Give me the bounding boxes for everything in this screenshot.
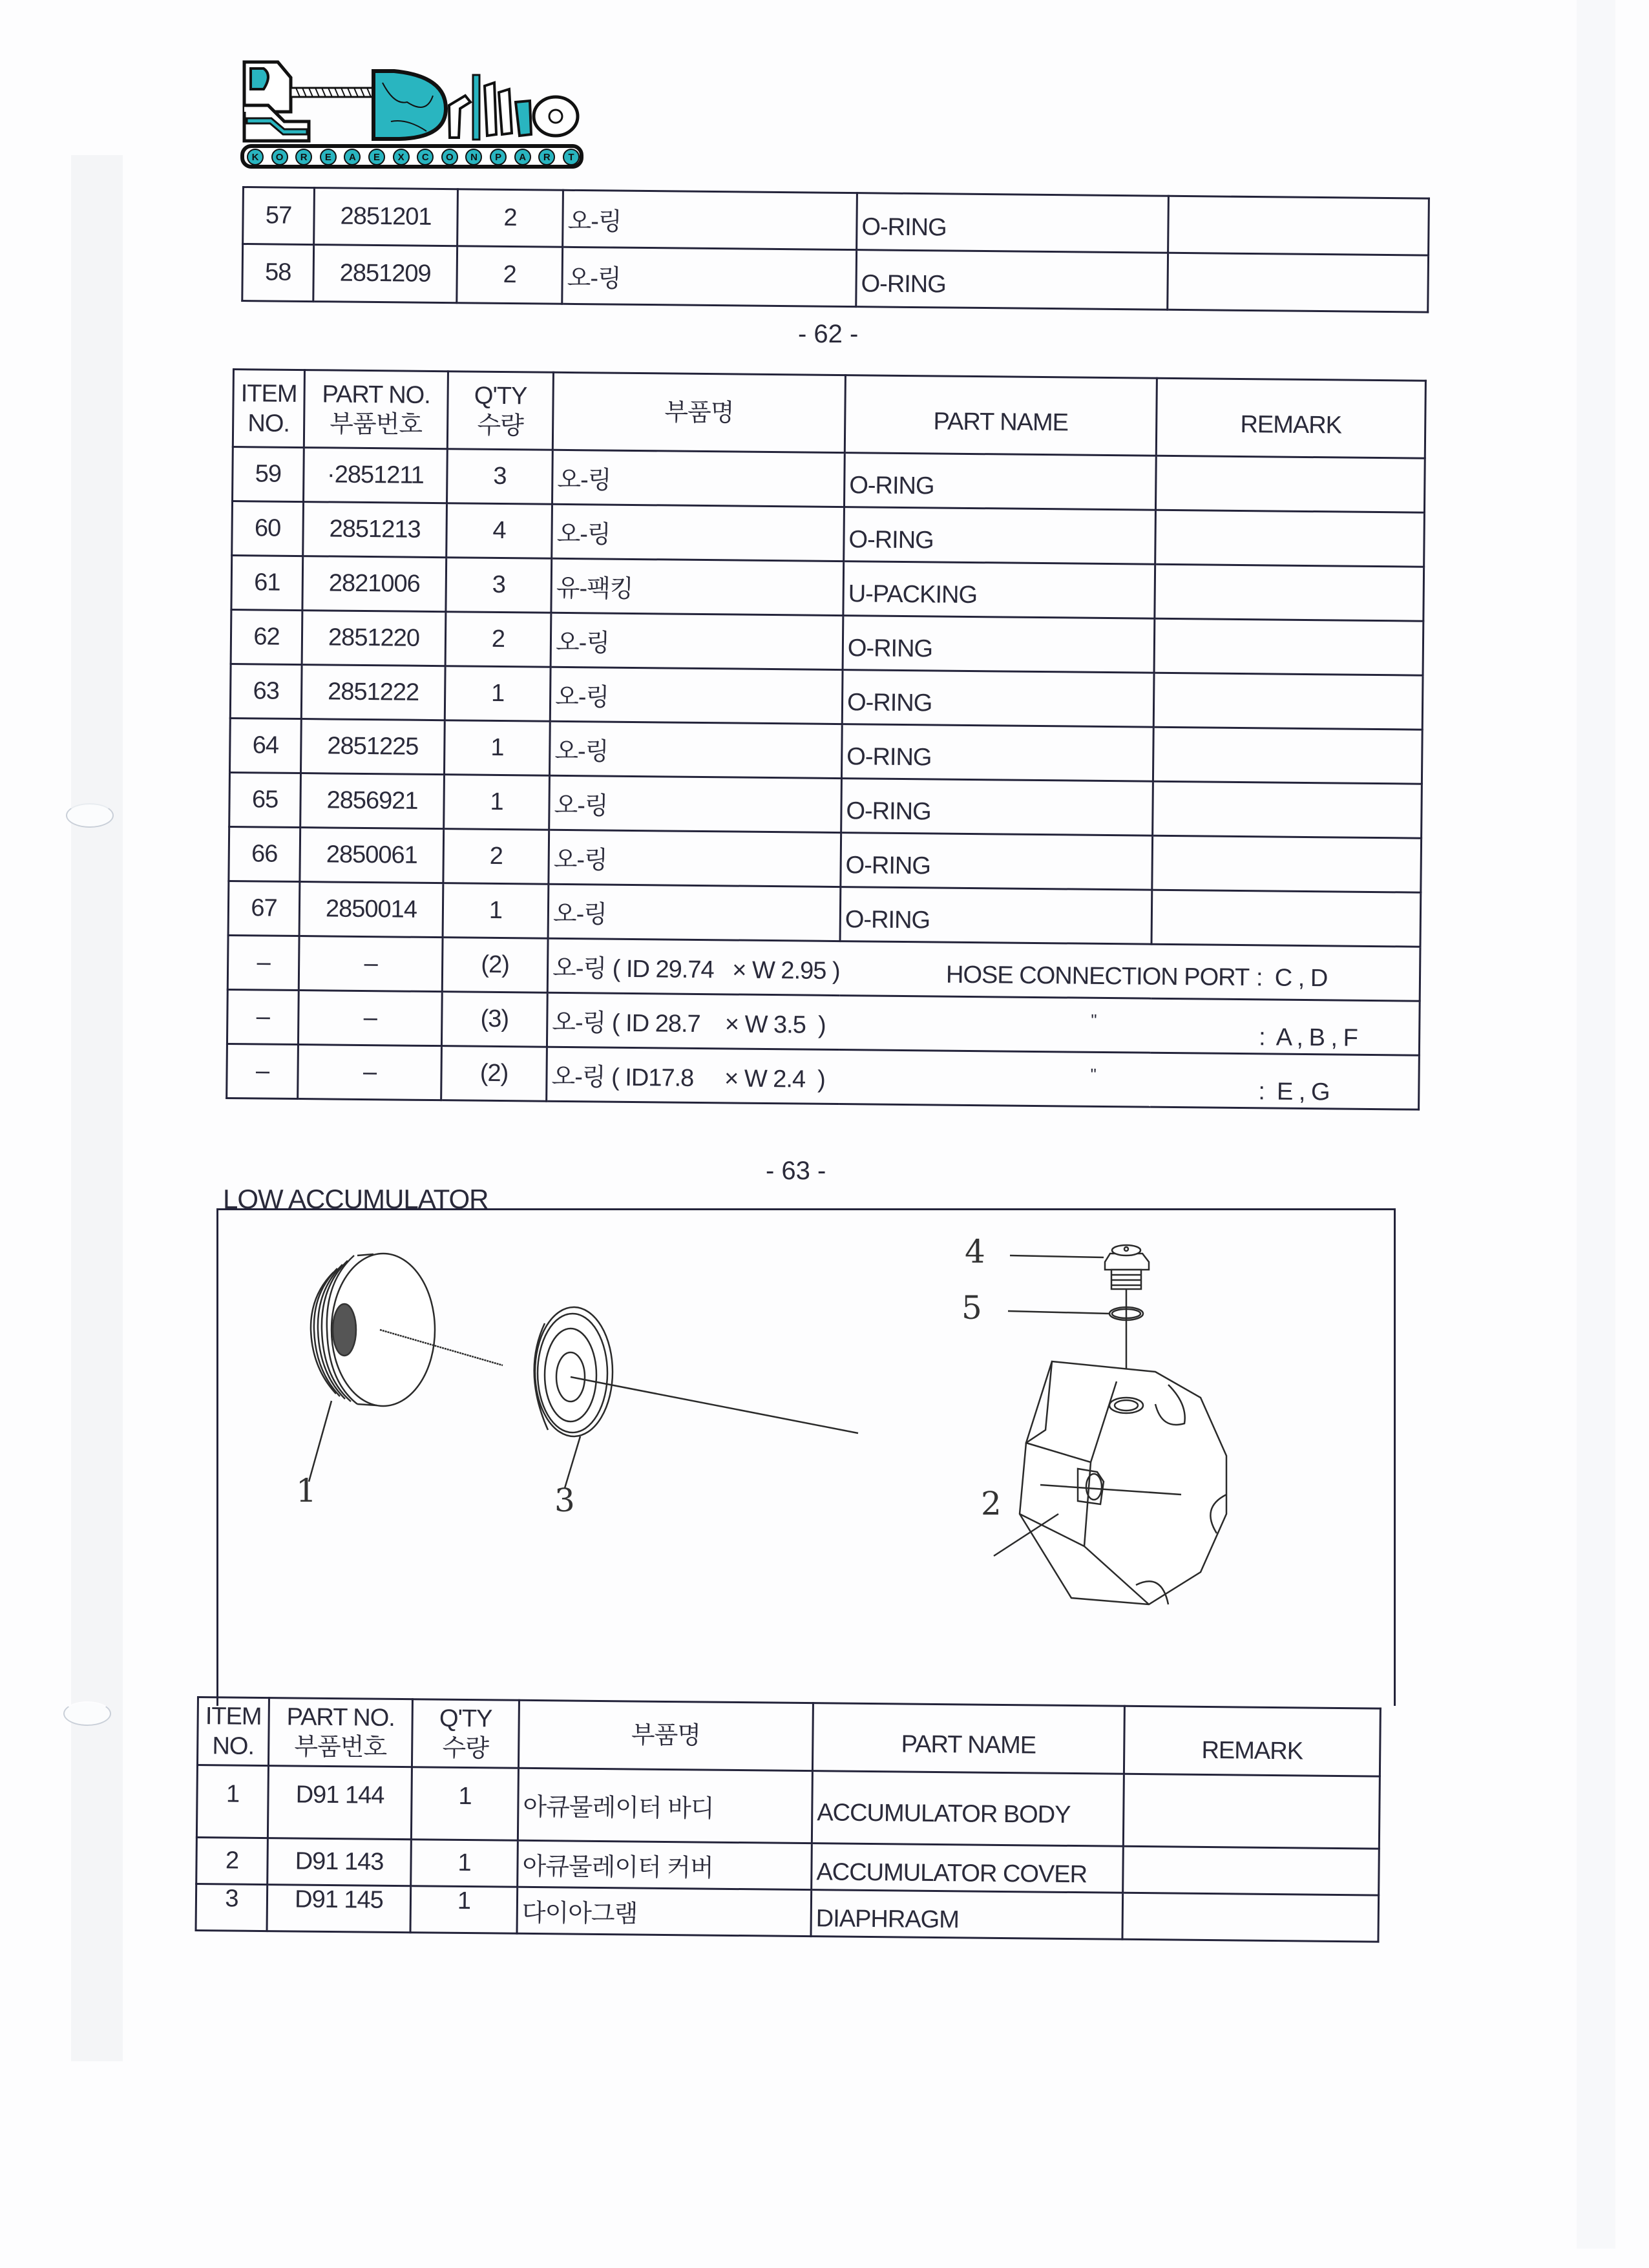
item-no: 62 bbox=[231, 609, 302, 664]
callout-5: 5 bbox=[961, 1289, 982, 1327]
part-name-en: O-RING bbox=[842, 670, 1154, 728]
part-no: D91 145 bbox=[267, 1885, 411, 1933]
col-header-name-kr: 부품명 bbox=[518, 1700, 813, 1770]
port-letters: : A , B , F bbox=[1258, 1024, 1358, 1052]
part-no: D91 143 bbox=[268, 1838, 412, 1886]
callout-1: 1 bbox=[296, 1472, 317, 1509]
tagline-letter: O bbox=[271, 149, 288, 165]
remark bbox=[1153, 781, 1422, 838]
remark bbox=[1152, 835, 1422, 892]
part-no: 2851220 bbox=[302, 611, 446, 666]
oring-spec-note bbox=[547, 938, 1420, 1001]
part-no: 2850014 bbox=[299, 882, 443, 938]
table-header bbox=[233, 370, 1425, 459]
item-no: 59 bbox=[233, 447, 304, 502]
remark bbox=[1123, 1774, 1380, 1849]
item-no: 3 bbox=[196, 1884, 268, 1931]
qty: (2) bbox=[442, 938, 548, 993]
table-row bbox=[242, 244, 1429, 313]
scan-shadow-right bbox=[1577, 0, 1615, 2249]
ditto-mark: " bbox=[1090, 1064, 1096, 1084]
callout-4: 4 bbox=[965, 1233, 985, 1270]
part-name-kr: 오-링 bbox=[562, 247, 857, 306]
col-header-qty bbox=[447, 372, 553, 450]
part-no: 2851209 bbox=[313, 245, 457, 303]
qty: 1 bbox=[443, 883, 549, 939]
header-line: 수량 bbox=[442, 1734, 489, 1763]
part-name-en: O-RING bbox=[856, 250, 1168, 310]
part-name-kr: 오-링 bbox=[548, 884, 841, 941]
tagline-letter: T bbox=[563, 149, 580, 165]
col-header-part-name: PART NAME bbox=[845, 375, 1157, 456]
company-logo bbox=[233, 57, 591, 170]
part-name-en: O-RING bbox=[841, 779, 1153, 836]
qty: (2) bbox=[441, 1046, 547, 1102]
tagline-letter: N bbox=[465, 149, 482, 165]
oring-note-row bbox=[227, 1044, 1420, 1109]
tagline-letter: R bbox=[538, 149, 555, 165]
section-title: LOW ACCUMULATOR bbox=[223, 1184, 488, 1214]
port-letters: : E , G bbox=[1258, 1078, 1330, 1106]
parts-table-accumulator bbox=[195, 1696, 1381, 1943]
remark bbox=[1151, 890, 1421, 947]
parts-table-continued bbox=[241, 186, 1430, 313]
remark bbox=[1168, 253, 1429, 312]
part-name-en: O-RING bbox=[844, 507, 1156, 565]
header-line: NO. bbox=[212, 1732, 255, 1760]
part-no: 2851201 bbox=[314, 188, 458, 246]
qty: 3 bbox=[447, 449, 553, 505]
oring-spec-note bbox=[547, 992, 1420, 1055]
qty: 3 bbox=[446, 558, 552, 613]
col-header-part-no bbox=[268, 1698, 412, 1767]
tagline-letter: K bbox=[247, 149, 264, 165]
part-no: 2851222 bbox=[301, 665, 445, 720]
part-name-en: DIAPHRAGM bbox=[811, 1890, 1123, 1940]
tagline-letter: C bbox=[417, 149, 434, 165]
col-header-item bbox=[197, 1697, 269, 1766]
remark bbox=[1154, 618, 1423, 675]
part-name-kr: 유-팩킹 bbox=[551, 558, 844, 615]
parts-table-main bbox=[226, 368, 1427, 1111]
header-line: 부품번호 bbox=[330, 410, 423, 439]
qty: 2 bbox=[457, 189, 563, 247]
remark bbox=[1123, 1846, 1380, 1895]
port-location: HOSE CONNECTION PORT bbox=[945, 961, 1250, 992]
qty: 1 bbox=[411, 1767, 518, 1841]
part-name-en: O-RING bbox=[841, 724, 1153, 782]
item-no: 63 bbox=[230, 664, 302, 719]
scan-shadow-left bbox=[71, 155, 123, 2061]
remark bbox=[1155, 456, 1425, 512]
tagline-letter: R bbox=[295, 149, 312, 165]
qty: 1 bbox=[445, 666, 551, 722]
part-name-en: O-RING bbox=[857, 193, 1169, 253]
page-number-63: - 63 - bbox=[766, 1157, 826, 1185]
item-no: 60 bbox=[232, 501, 304, 556]
ditto-mark: " bbox=[1091, 1010, 1097, 1030]
part-name-kr: 오-링 bbox=[563, 190, 857, 249]
part-name-kr: 다이아그램 bbox=[517, 1887, 812, 1936]
col-header-remark: REMARK bbox=[1124, 1706, 1380, 1776]
qty: 2 bbox=[443, 829, 549, 885]
oring-spec: 오-링 ( ID 28.7 × W 3.5 ) bbox=[552, 1009, 826, 1039]
remark bbox=[1122, 1893, 1379, 1942]
item-no: 57 bbox=[243, 187, 315, 245]
item-no: 2 bbox=[196, 1838, 268, 1885]
header-line: 부품번호 bbox=[294, 1733, 387, 1761]
qty: 4 bbox=[446, 503, 552, 559]
header-line: ITEM bbox=[240, 379, 297, 408]
qty: 1 bbox=[410, 1886, 518, 1934]
qty: 1 bbox=[411, 1840, 518, 1887]
tagline-letter: E bbox=[368, 149, 385, 165]
tagline-letter: A bbox=[344, 149, 361, 165]
col-header-name-kr: 부품명 bbox=[552, 372, 845, 452]
col-header-part-name: PART NAME bbox=[812, 1703, 1124, 1774]
part-no: – bbox=[298, 1045, 442, 1100]
table-row bbox=[196, 1765, 1380, 1849]
part-name-kr: 오-링 bbox=[550, 667, 843, 724]
part-no: 2851213 bbox=[303, 502, 447, 558]
col-header-item bbox=[233, 370, 304, 448]
item-no: – bbox=[227, 989, 299, 1044]
part-name-en: ACCUMULATOR BODY bbox=[812, 1771, 1124, 1847]
col-header-qty bbox=[412, 1699, 519, 1769]
part-no: – bbox=[298, 991, 442, 1046]
part-no: 2850061 bbox=[300, 828, 444, 883]
qty: 2 bbox=[445, 612, 551, 667]
item-no: – bbox=[227, 1044, 299, 1098]
table-header bbox=[197, 1697, 1380, 1777]
part-no: 2821006 bbox=[302, 556, 446, 612]
oring-spec-note bbox=[547, 1047, 1420, 1109]
callout-3: 3 bbox=[554, 1482, 575, 1519]
part-name-kr: 오-링 bbox=[549, 721, 842, 778]
tagline-letter: E bbox=[320, 149, 337, 165]
header-line: NO. bbox=[247, 409, 290, 437]
remark bbox=[1168, 196, 1429, 255]
punch-hole-bottom bbox=[63, 1701, 111, 1726]
col-header-remark: REMARK bbox=[1156, 378, 1425, 458]
part-name-en: O-RING bbox=[843, 616, 1155, 673]
part-name-kr: 아큐물레이터 바디 bbox=[518, 1768, 812, 1843]
header-line: PART NO. bbox=[286, 1703, 395, 1732]
punch-hole-top bbox=[66, 803, 114, 828]
header-line: 수량 bbox=[477, 412, 524, 439]
header-line: Q'TY bbox=[474, 382, 527, 410]
part-name-kr: 아큐물레이터 커버 bbox=[518, 1840, 812, 1889]
oring-spec: 오-링 ( ID17.8 × W 2.4 ) bbox=[551, 1063, 826, 1093]
qty: 1 bbox=[444, 720, 550, 776]
part-name-en: O-RING bbox=[840, 887, 1152, 945]
part-no: 2856921 bbox=[300, 773, 445, 829]
item-no: 58 bbox=[242, 244, 314, 302]
header-line: ITEM bbox=[205, 1703, 262, 1730]
part-name-kr: 오-링 bbox=[549, 775, 842, 832]
part-no: – bbox=[299, 936, 443, 992]
col-header-part-no bbox=[304, 370, 448, 449]
header-line: PART NO. bbox=[322, 380, 430, 409]
item-no: 61 bbox=[231, 556, 303, 611]
page-number-62: - 62 - bbox=[798, 320, 859, 348]
item-no: – bbox=[227, 935, 299, 990]
port-letters: : C , D bbox=[1255, 964, 1328, 992]
tagline-letter: O bbox=[441, 149, 458, 165]
item-no: 1 bbox=[196, 1765, 268, 1838]
part-name-kr: 오-링 bbox=[552, 504, 845, 561]
remark bbox=[1155, 510, 1425, 567]
qty: 1 bbox=[444, 775, 550, 830]
item-no: 67 bbox=[228, 881, 300, 936]
part-name-en: ACCUMULATOR COVER bbox=[812, 1843, 1124, 1893]
part-name-kr: 오-링 bbox=[552, 450, 845, 507]
tagline-letter: X bbox=[393, 149, 410, 165]
part-name-en: U-PACKING bbox=[843, 562, 1155, 619]
item-no: 64 bbox=[229, 718, 301, 773]
part-name-en: O-RING bbox=[841, 833, 1153, 890]
remark bbox=[1153, 673, 1423, 730]
remark bbox=[1155, 564, 1424, 621]
oring-spec: 오-링 ( ID 29.74 × W 2.95 ) bbox=[552, 954, 840, 985]
tagline-letter: A bbox=[514, 149, 531, 165]
item-no: 65 bbox=[229, 772, 301, 827]
part-name-kr: 오-링 bbox=[549, 830, 841, 887]
exploded-diagram bbox=[216, 1208, 1396, 1706]
part-name-kr: 오-링 bbox=[551, 613, 843, 669]
logo-tagline bbox=[247, 149, 580, 165]
qty: (3) bbox=[441, 992, 547, 1047]
remark bbox=[1153, 727, 1422, 784]
part-no: ·2851211 bbox=[304, 448, 448, 503]
part-name-en: O-RING bbox=[844, 453, 1156, 510]
header-line: Q'TY bbox=[439, 1705, 492, 1733]
part-no: D91 144 bbox=[268, 1766, 412, 1840]
tagline-letter: P bbox=[490, 149, 507, 165]
item-no: 66 bbox=[229, 826, 300, 881]
callout-2: 2 bbox=[981, 1485, 1002, 1522]
accumulator-exploded-view-icon bbox=[218, 1210, 1398, 1708]
part-no: 2851225 bbox=[300, 719, 445, 775]
qty: 2 bbox=[457, 246, 563, 304]
